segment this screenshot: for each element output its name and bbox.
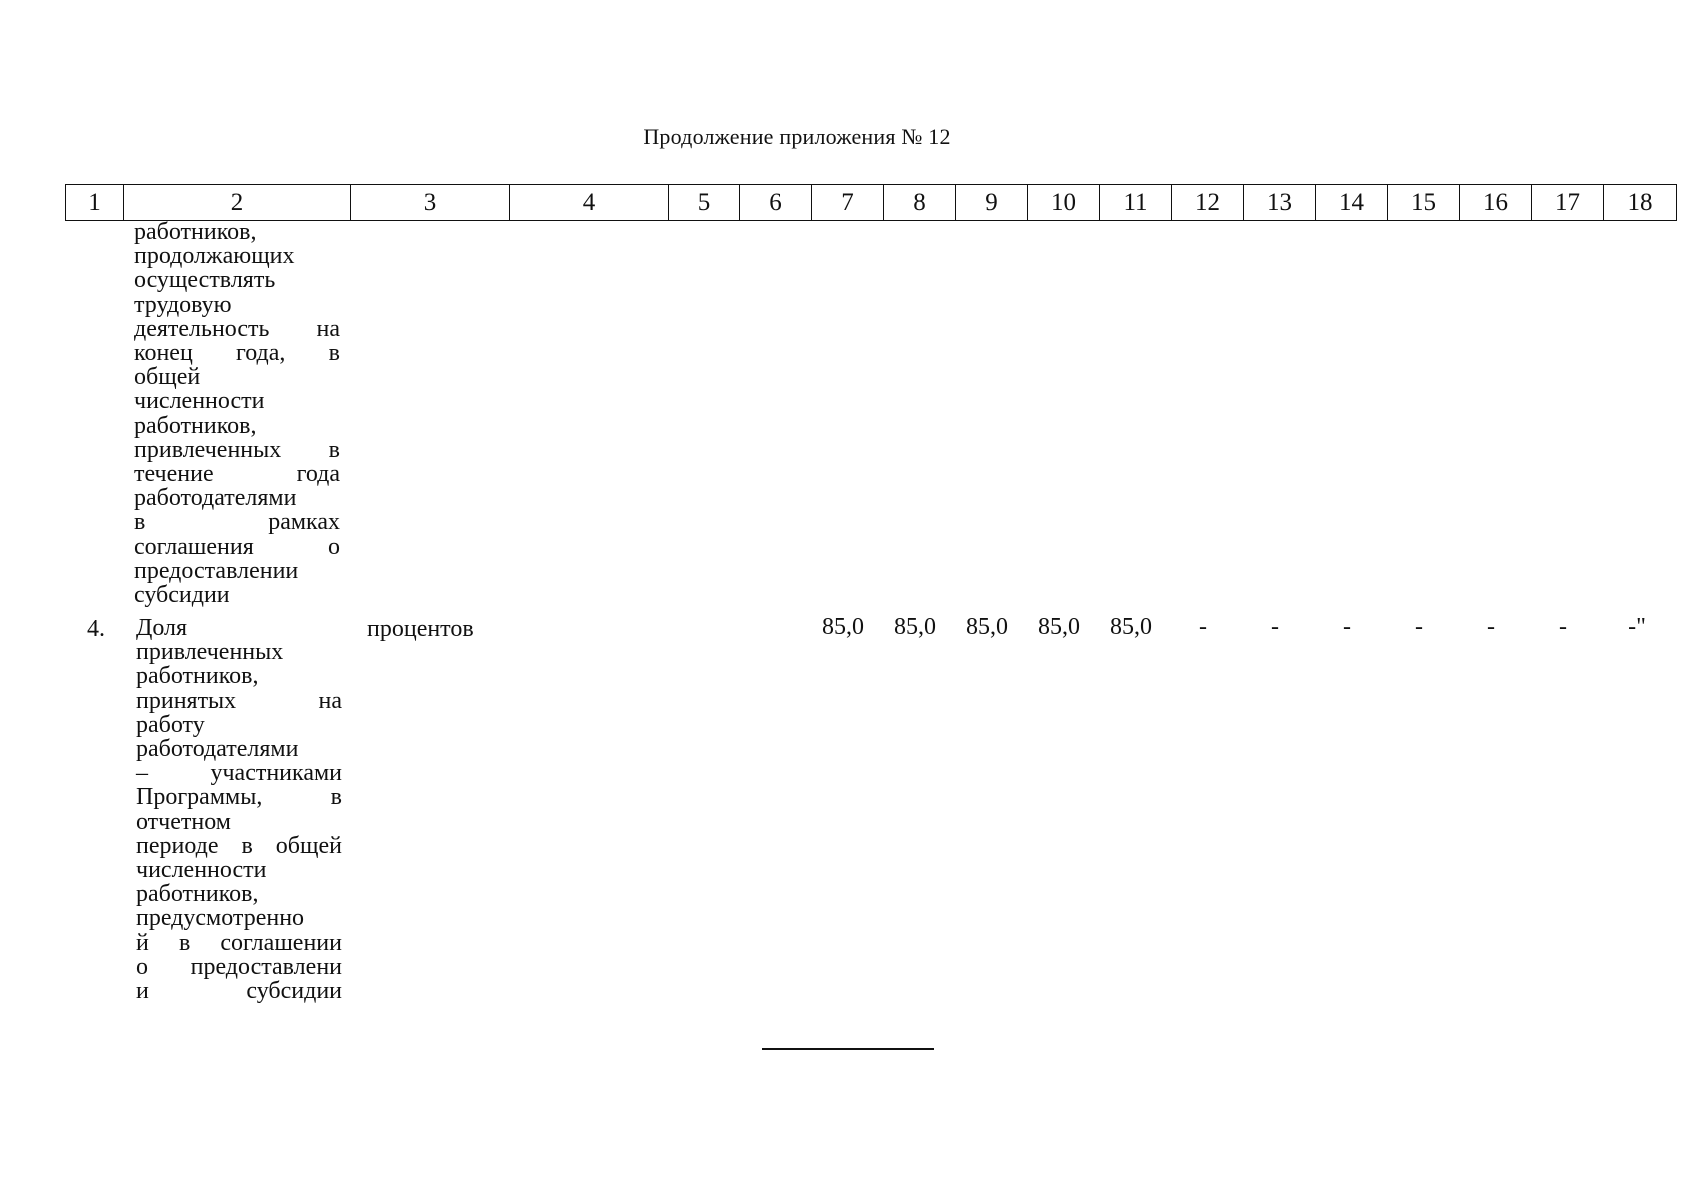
header-col-14: 14 [1315, 185, 1387, 220]
description-line: й в соглашении [136, 929, 342, 956]
header-col-4: 4 [509, 185, 668, 220]
header-col-18: 18 [1603, 185, 1676, 220]
description-line: соглашения о [134, 533, 340, 560]
description-line: работников, [134, 412, 257, 439]
row-4-description [136, 616, 342, 1003]
header-col-11: 11 [1099, 185, 1171, 220]
closing-line [762, 1048, 934, 1050]
header-col-7: 7 [811, 185, 883, 220]
table-header-row [65, 184, 1677, 221]
header-col-10: 10 [1027, 185, 1099, 220]
page-title-text: Продолжение приложения № 12 [643, 124, 951, 149]
description-line: работодателями [136, 736, 299, 763]
row-4-unit: процентов [367, 616, 474, 642]
description-line: в рамках [134, 509, 340, 536]
row-4-value-col-10: 85,0 [1038, 614, 1080, 640]
description-line: Доля [136, 615, 188, 641]
description-line: привлеченных [136, 639, 284, 666]
row-4-value-col-16: - [1487, 614, 1495, 640]
description-line: Программы, в [136, 784, 342, 811]
header-col-16: 16 [1459, 185, 1531, 220]
description-line: предоставлении [134, 557, 299, 584]
row-4-value-col-7: 85,0 [822, 614, 864, 640]
row-4-value-col-17: - [1559, 614, 1567, 640]
header-col-9: 9 [955, 185, 1027, 220]
row-4-value-col-12: - [1199, 614, 1207, 640]
row-4-value-col-9: 85,0 [966, 614, 1008, 640]
description-line: работу [136, 711, 205, 738]
description-line: осуществлять [134, 267, 276, 294]
header-col-2: 2 [123, 185, 350, 220]
description-line: предусмотренно [136, 905, 305, 932]
header-col-13: 13 [1243, 185, 1315, 220]
header-col-1: 1 [88, 188, 101, 216]
description-line: работников, [136, 881, 259, 908]
description-line: работников, [136, 663, 259, 690]
description-line: продолжающих [134, 243, 295, 270]
description-line: деятельность на [134, 315, 340, 342]
row-4-value-col-15: - [1415, 614, 1423, 640]
header-col-8: 8 [883, 185, 955, 220]
row-4-value-col-14: - [1343, 614, 1351, 640]
description-line: численности [136, 857, 267, 884]
header-col-5: 5 [668, 185, 739, 220]
description-line: периоде в общей [136, 832, 342, 859]
description-line: о предоставлени [136, 953, 342, 980]
header-col-6: 6 [739, 185, 811, 220]
header-col-17: 17 [1531, 185, 1603, 220]
row-4-value-col-11: 85,0 [1110, 614, 1152, 640]
row-4-value-col-13: - [1271, 614, 1279, 640]
description-line: общей [134, 364, 201, 391]
header-col-3: 3 [350, 185, 509, 220]
description-line: и субсидии [136, 978, 342, 1005]
description-line: – участниками [136, 760, 342, 787]
page-title [0, 124, 1698, 150]
row-4-number: 4. [87, 616, 105, 642]
row-4-value-col-18: -" [1628, 614, 1646, 640]
description-line: трудовую [134, 291, 232, 318]
description-line: принятых на [136, 687, 342, 714]
header-col-12: 12 [1171, 185, 1243, 220]
description-line: привлеченных в [134, 436, 340, 463]
description-line: численности [134, 388, 265, 415]
row-3-description [134, 220, 340, 607]
description-line: субсидии [134, 582, 230, 609]
description-line: конец года, в [134, 340, 340, 367]
description-line: отчетном [136, 808, 231, 835]
description-line: работников, [134, 219, 257, 245]
description-line: работодателями [134, 485, 297, 512]
description-line: течение года [134, 461, 340, 488]
row-4-value-col-8: 85,0 [894, 614, 936, 640]
header-col-15: 15 [1387, 185, 1459, 220]
